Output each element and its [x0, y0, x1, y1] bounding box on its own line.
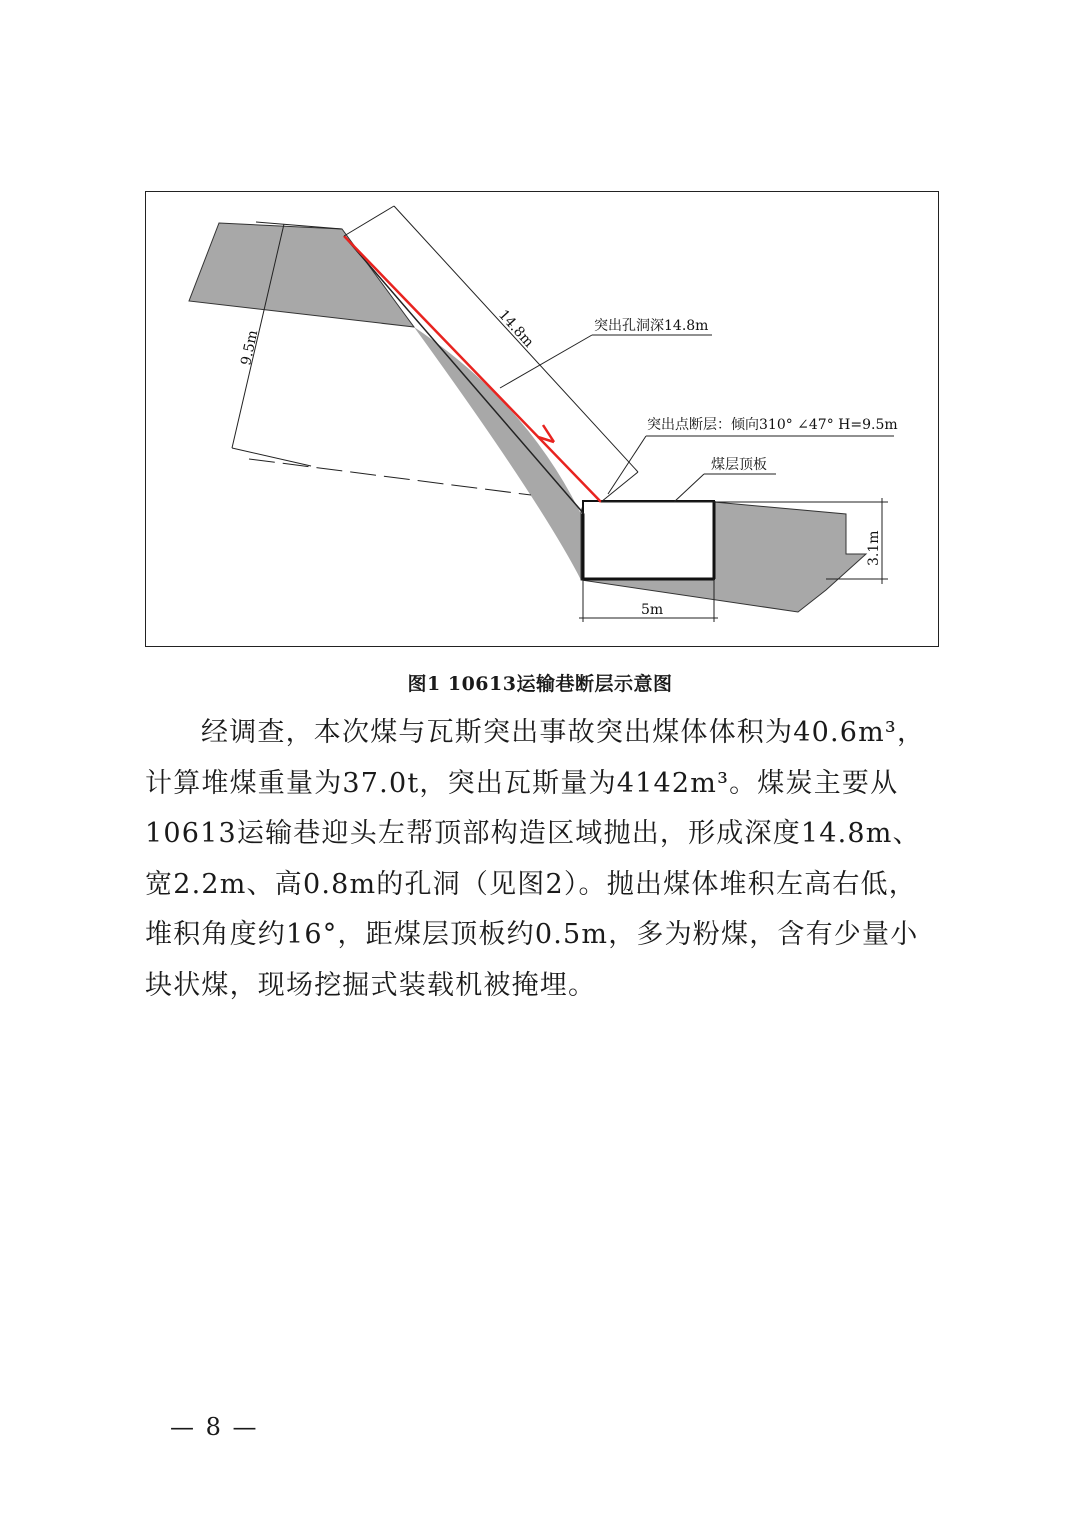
depth-ext-top: [344, 206, 394, 236]
depth-dim-label: 14.8m: [495, 306, 537, 351]
fault-callout-leader: [608, 436, 646, 494]
fault-shadow-zone: [414, 327, 581, 580]
page-number: — 8 —: [170, 1413, 259, 1441]
depth-callout-label: 突出孔洞深14.8m: [594, 318, 709, 334]
height-dim-label: 3.1m: [866, 530, 882, 566]
body-paragraph: 经调查，本次煤与瓦斯突出事故突出煤体体积为40.6m³，计算堆煤重量为37.0t，突出瓦斯量为4142m³。煤炭主要从10613运输巷迎头左帮顶部构造区域抛出，形成深度14.8m、宽2.2m、高0.8m的孔洞（见图2）。抛出煤体堆积左高右低，堆积角度约16°，距煤层顶板约0.5m，多为粉煤，含有少量小块状煤，现场挖掘式装载机被掩埋。: [145, 717, 926, 1001]
figure-caption: 图1 10613运输巷断层示意图: [407, 673, 673, 695]
roof-callout-leader: [674, 474, 704, 502]
throw-dashed-line: [249, 459, 531, 495]
outburst-hole-line: [344, 236, 601, 502]
roadway-section: [583, 501, 714, 579]
fault-callout-label: 突出点断层：倾向310° ∠47° H=9.5m: [647, 417, 898, 433]
fault-diagram-svg: [146, 192, 940, 648]
depth-callout-leader: [500, 335, 592, 388]
throw-ext-bottom: [232, 448, 311, 466]
fault-plane: [344, 236, 584, 514]
roof-callout-label: 煤层顶板: [711, 457, 767, 473]
width-dim-label: 5m: [641, 602, 664, 618]
throw-dim-label: 9.5m: [238, 328, 262, 367]
fault-diagram: [145, 191, 939, 647]
